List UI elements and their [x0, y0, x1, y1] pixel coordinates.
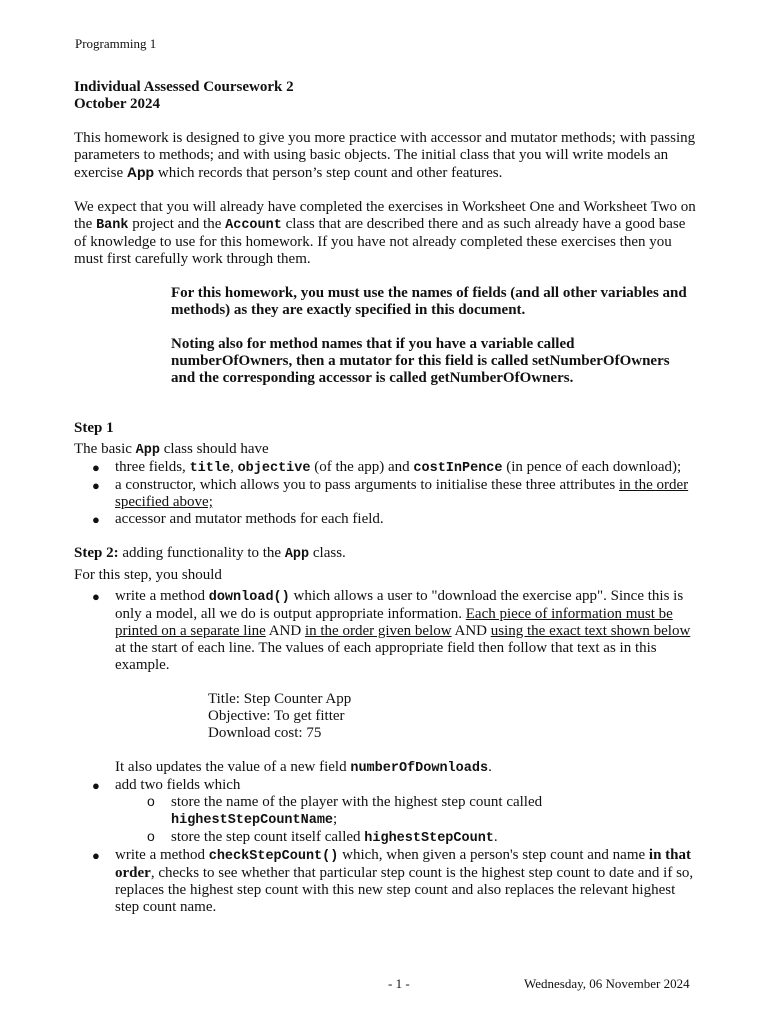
document-body	[74, 79, 696, 916]
step1-list	[74, 459, 696, 528]
objective-code: objective	[237, 461, 311, 476]
example-line: Objective: To get fitter	[208, 708, 345, 724]
notice-paragraph-1: For this homework, you must use the names of fields (and all other variables and methods) as they are exactly specified in this document.	[171, 285, 687, 318]
list-item: ● three fields, title, objective (of the app) and costInPence (in pence of each download);	[92, 459, 682, 476]
step2-lead: For this step, you should	[74, 567, 222, 583]
sublist-item: o store the name of the player with the highest step count called highestStepCountName;	[147, 793, 543, 828]
step2-list	[74, 588, 696, 916]
document-subtitle-date: October 2024	[74, 96, 160, 112]
download-method-code: download()	[208, 590, 290, 605]
number-of-downloads-code: numberOfDownloads	[350, 761, 489, 776]
footer-date: Wednesday, 06 November 2024	[524, 976, 690, 991]
notice-paragraph-2: Noting also for method names that if you have a variable called numberOfOwners, then a mutator for this field is called setNumberOfOwners and the corresponding accessor is called getNumberOfOwners.	[171, 336, 670, 386]
circle-bullet-icon: o	[147, 828, 155, 844]
account-code: Account	[225, 218, 282, 233]
app-code: App	[135, 443, 160, 458]
app-code: App	[284, 547, 310, 562]
bullet-icon: ●	[92, 478, 100, 493]
step2-heading-line: Step 2: adding functionality to the App class.	[74, 545, 346, 562]
bullet-icon: ●	[92, 848, 100, 863]
list-item: ● write a method download() which allows a user to "download the exercise app". Since this is only a model, all we do is output appropriate information. Each piece of information must be printed on a separate line AND in the order given below AND using the exact text shown below at the start of each line. The values of each appropriate field then follow that text as in this example. Title: Step Counter App Objective: To get fitter Download cost: 75 It also updates the value of a new field numberOfDownloads.	[74, 588, 696, 777]
bank-code: Bank	[96, 218, 129, 233]
bullet-icon: ●	[92, 778, 100, 793]
example-line: Title: Step Counter App	[208, 691, 352, 707]
intro-paragraph-1: This homework is designed to give you more practice with accessor and mutator methods; with passing parameters to methods; and with using basic objects. The initial class that you will write models an exercise App which records that person’s step count and other features.	[74, 130, 696, 181]
highest-step-count-name-code: highestStepCountName	[171, 813, 334, 828]
download-output-example	[208, 691, 696, 742]
app-term: App	[126, 164, 155, 180]
cost-code: costInPence	[413, 461, 503, 476]
document-title: Individual Assessed Coursework 2	[74, 79, 294, 95]
list-item: ● a constructor, which allows you to pass arguments to initialise these three attributes in the order specified above;	[92, 477, 689, 510]
step1-heading: Step 1	[74, 420, 114, 436]
list-item: ● add two fields which o store the name of the player with the highest step count called highestStepCountName; o store the step count itself called highestStepCount.	[74, 777, 696, 847]
step2-heading: Step 2:	[74, 545, 119, 561]
list-item: ● write a method checkStepCount() which, when given a person's step count and name in that order, checks to see whether that particular step count is the highest step count to date and if so, replaces the highest step count with this new step count and also replaces the relevant highest step count name.	[92, 847, 694, 915]
circle-bullet-icon: o	[147, 793, 155, 809]
title-code: title	[189, 461, 231, 476]
bullet-icon: ●	[92, 589, 100, 604]
example-line: Download cost: 75	[208, 725, 322, 741]
highest-step-count-code: highestStepCount	[364, 831, 494, 846]
check-step-count-method-code: checkStepCount()	[208, 849, 339, 864]
list-item: ● accessor and mutator methods for each field.	[92, 511, 384, 527]
step1-lead: The basic App class should have	[74, 441, 269, 458]
intro-paragraph-2: We expect that you will already have completed the exercises in Worksheet One and Worksheet Two on the Bank project and the Account class that are described there and as such already have a good base of knowledge to use for this homework. If you have not already completed these exercises then you must first carefully work through them.	[74, 199, 696, 267]
fields-sublist	[115, 794, 696, 847]
bullet-icon: ●	[92, 512, 100, 527]
download-after-text: It also updates the value of a new field numberOfDownloads.	[115, 759, 492, 776]
sublist-item: o store the step count itself called highestStepCount.	[147, 828, 498, 846]
bullet-icon: ●	[92, 460, 100, 475]
page-number: - 1 -	[388, 976, 410, 991]
page-header: Programming 1	[75, 36, 157, 51]
